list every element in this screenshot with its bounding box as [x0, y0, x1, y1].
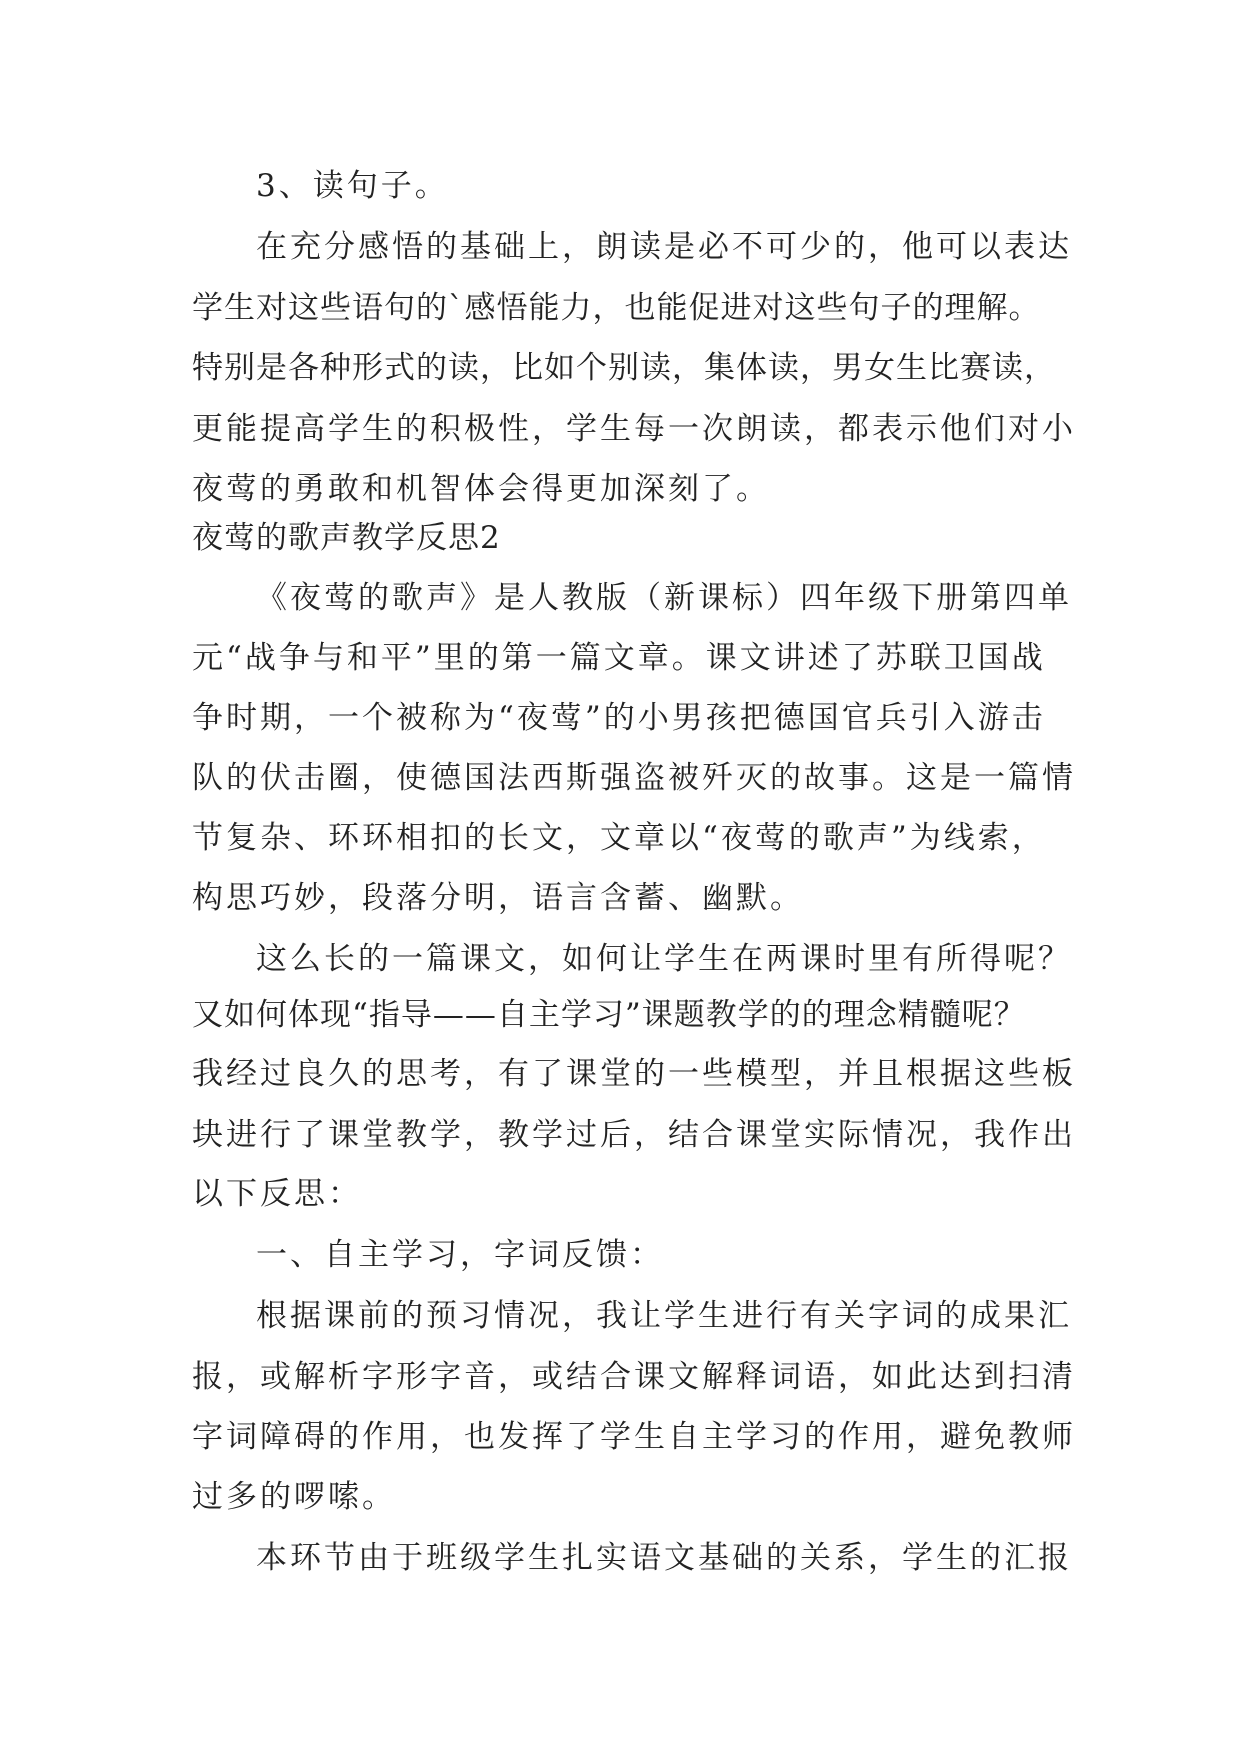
text-line: 以下反思： — [192, 1176, 362, 1212]
text-line: 报，或解析字形字音，或结合课文解释词语，如此达到扫清 — [192, 1359, 1076, 1395]
text-line: 字词障碍的作用，也发挥了学生自主学习的作用，避免教师 — [192, 1419, 1076, 1455]
text-line: 又如何体现“指导——自主学习”课题教学的的理念精髓呢？ — [192, 997, 1026, 1033]
text-line: 这么长的一篇课文，如何让学生在两课时里有所得呢？ — [256, 941, 1072, 977]
text-line: 根据课前的预习情况，我让学生进行有关字词的成果汇 — [256, 1298, 1072, 1334]
text-line: 特别是各种形式的读，比如个别读，集体读，男女生比赛读， — [192, 350, 1056, 386]
text-line: 我经过良久的思考，有了课堂的一些模型，并且根据这些板 — [192, 1056, 1076, 1092]
text-line: 学生对这些语句的`感悟能力，也能促进对这些句子的理解。 — [192, 290, 1041, 326]
text-line: 在充分感悟的基础上，朗读是必不可少的，他可以表达 — [256, 229, 1072, 265]
text-line: 构思巧妙，段落分明，语言含蓄、幽默。 — [192, 880, 804, 916]
text-line: 《夜莺的歌声》是人教版（新课标）四年级下册第四单 — [256, 580, 1072, 616]
text-line: 本环节由于班级学生扎实语文基础的关系，学生的汇报 — [256, 1540, 1072, 1576]
text-line: 节复杂、环环相扣的长文，文章以“夜莺的歌声”为线索， — [192, 820, 1046, 856]
text-line: 元“战争与和平”里的第一篇文章。课文讲述了苏联卫国战 — [192, 640, 1046, 676]
text-line: 夜莺的勇敢和机智体会得更加深刻了。 — [192, 471, 770, 507]
text-line: 争时期，一个被称为“夜莺”的小男孩把德国官兵引入游击 — [192, 700, 1046, 736]
section-heading: 夜莺的歌声教学反思2 — [192, 520, 501, 556]
text-line: 块进行了课堂教学，教学过后，结合课堂实际情况，我作出 — [192, 1117, 1076, 1153]
text-line: 队的伏击圈，使德国法西斯强盗被歼灭的故事。这是一篇情 — [192, 760, 1076, 796]
text-line: 一、自主学习，字词反馈： — [256, 1237, 664, 1273]
text-line: 过多的啰嗦。 — [192, 1479, 396, 1515]
text-line: 更能提高学生的积极性，学生每一次朗读，都表示他们对小 — [192, 411, 1076, 447]
text-line: 3、读句子。 — [256, 168, 449, 204]
